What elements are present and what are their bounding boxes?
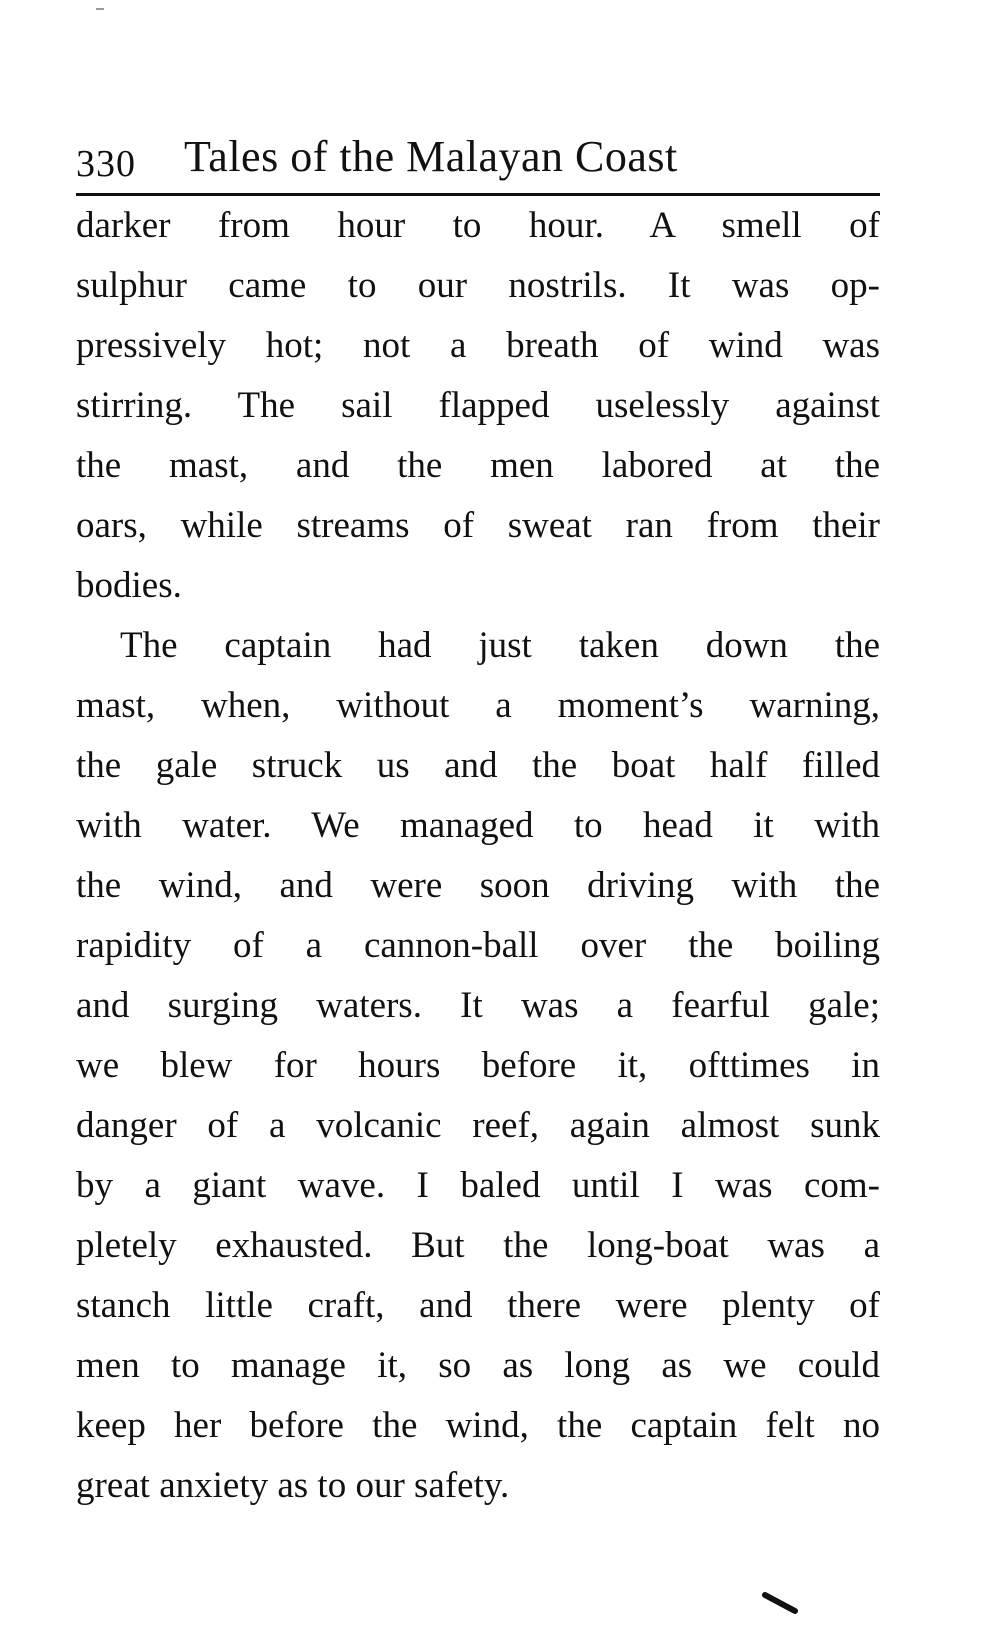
text-line: stirring. The sail flapped uselessly against: [76, 385, 880, 426]
text-line: pletely exhausted. But the long-boat was a: [76, 1225, 880, 1266]
text-line: keep her before the wind, the captain felt no: [76, 1405, 880, 1446]
text-line: with water. We managed to head it with: [76, 805, 880, 846]
text-line: we blew for hours before it, ofttimes in: [76, 1045, 880, 1086]
text-line: the mast, and the men labored at the: [76, 445, 880, 486]
text-line: men to manage it, so as long as we could: [76, 1345, 880, 1386]
text-line: the gale struck us and the boat half filled: [76, 745, 880, 786]
text-line: sulphur came to our nostrils. It was op-: [76, 265, 880, 306]
running-title: Tales of the Malayan Coast: [184, 132, 678, 181]
paragraph-1: [76, 196, 880, 616]
text-line: by a giant wave. I baled until I was com-: [76, 1165, 880, 1206]
text-line: The captain had just taken down the: [120, 625, 880, 666]
paragraph-2: [76, 616, 880, 1516]
text-line: oars, while streams of sweat ran from their: [76, 505, 880, 546]
scan-artifact-mark: [761, 1591, 799, 1615]
text-line: darker from hour to hour. A smell of: [76, 205, 880, 246]
text-line: mast, when, without a moment’s warning,: [76, 685, 880, 726]
running-head: [76, 100, 880, 196]
text-line: great anxiety as to our safety.: [76, 1465, 510, 1506]
text-line: pressively hot; not a breath of wind was: [76, 325, 880, 366]
text-line: bodies.: [76, 565, 182, 606]
text-line: danger of a volcanic reef, again almost sunk: [76, 1105, 880, 1146]
text-line: the wind, and were soon driving with the: [76, 865, 880, 906]
scan-artifact-tick: [96, 8, 104, 10]
text-body: [76, 196, 880, 1516]
page-number: 330: [76, 143, 136, 185]
text-line: rapidity of a cannon-ball over the boiling: [76, 925, 880, 966]
text-line: stanch little craft, and there were plenty of: [76, 1285, 880, 1326]
book-page: [76, 100, 880, 1516]
text-line: and surging waters. It was a fearful gale;: [76, 985, 880, 1026]
